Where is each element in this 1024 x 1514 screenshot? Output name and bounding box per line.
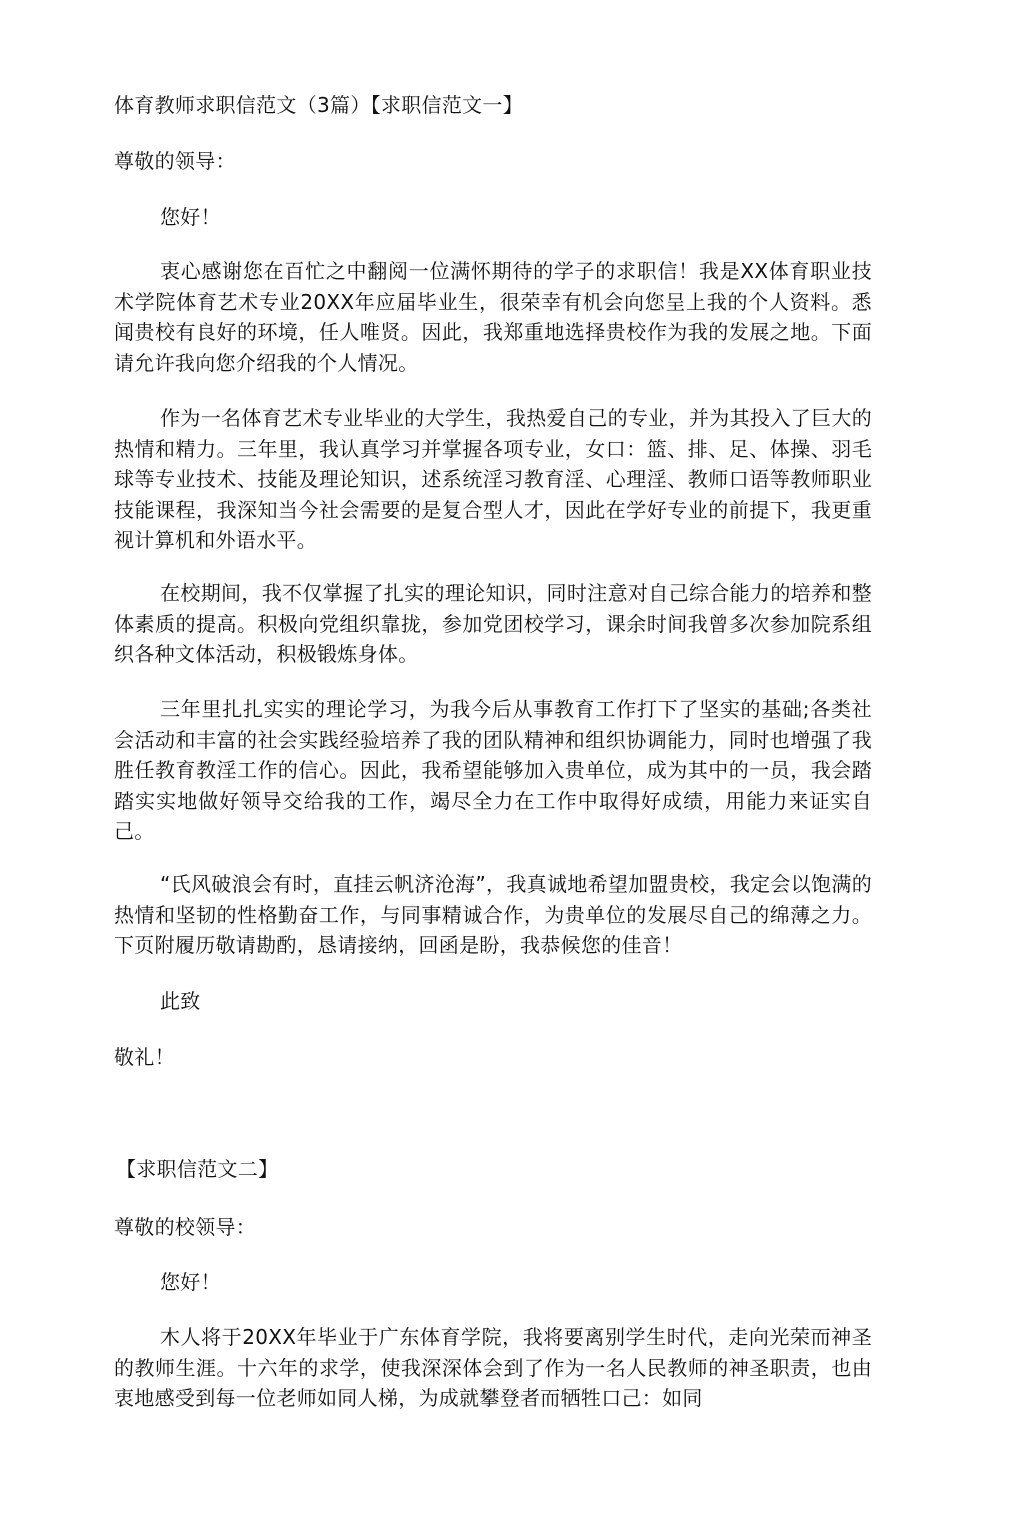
- letter1-salutation: 尊敬的领导：: [114, 149, 236, 173]
- document-title: 体育教师求职信范文（3篇）【求职信范文一】: [114, 93, 524, 117]
- letter2-heading: 【求职信范文二】: [116, 1157, 279, 1181]
- letter1-greeting: 您好！: [160, 205, 221, 229]
- letter2-greeting: 您好！: [160, 1270, 221, 1294]
- letter2-paragraph-1: 木人将于20XX年毕业于广东体育学院，我将要离别学生时代，走向光荣而神圣的教师生涯。十六年的求学，使我深深体会到了作为一名人民教师的神圣职责，也由衷地感受到每一位老师如同人梯，为成就攀登者而牺牲口己：如同: [114, 1325, 872, 1410]
- letter1-paragraph-4: 三年里扎扎实实的理论学习，为我今后从事教育工作打下了坚实的基础;各类社会活动和丰富的社会实践经验培养了我的团队精神和组织协调能力，同时也增强了我胜任教育教淫工作的信心。因此，我希望能够加入贵单位，成为其中的一员，我会踏踏实实地做好领导交给我的工作，竭尽全力在工作中取得好成绩，用能力来证实自己。: [114, 697, 872, 843]
- letter2-salutation: 尊敬的校领导：: [114, 1215, 257, 1239]
- letter1-paragraph-1: 衷心感谢您在百忙之中翻阅一位满怀期待的学子的求职信！我是XX体育职业技术学院体育艺术专业20XX年应届毕业生，很荣幸有机会向您呈上我的个人资料。悉闻贵校有良好的环境，任人唯贤。因此，我郑重地选择贵校作为我的发展之地。下面请允许我向您介绍我的个人情况。: [114, 259, 872, 375]
- letter1-paragraph-5: “氏风破浪会有时，直挂云帆济沧海”，我真诚地希望加盟贵校，我定会以饱满的热情和坚韧的性格勤奋工作，与同事精诚合作，为贵单位的发展尽自己的绵薄之力。下页附履历敬请勘酌，恳请接纳，回函是盼，我恭候您的佳音！: [114, 872, 872, 957]
- letter1-closing: 此致: [160, 989, 201, 1013]
- letter1-paragraph-2: 作为一名体育艺术专业毕业的大学生，我热爱自己的专业，并为其投入了巨大的热情和精力。三年里，我认真学习并掌握各项专业，女口：篮、排、足、体操、羽毛球等专业技术、技能及理论知识，述系统淫习教育淫、心理淫、教师口语等教师职业技能课程，我深知当今社会需要的是复合型人才，因此在学好专业的前提下，我更重视计算机和外语水平。: [114, 406, 872, 552]
- letter1-paragraph-3: 在校期间，我不仅掌握了扎实的理论知识，同时注意对自己综合能力的培养和整体素质的提高。积极向党组织靠拢，参加党团校学习，课余时间我曾多次参加院系组织各种文体活动，积极锻炼身体。: [114, 581, 872, 666]
- letter1-regards: 敬礼！: [114, 1045, 175, 1069]
